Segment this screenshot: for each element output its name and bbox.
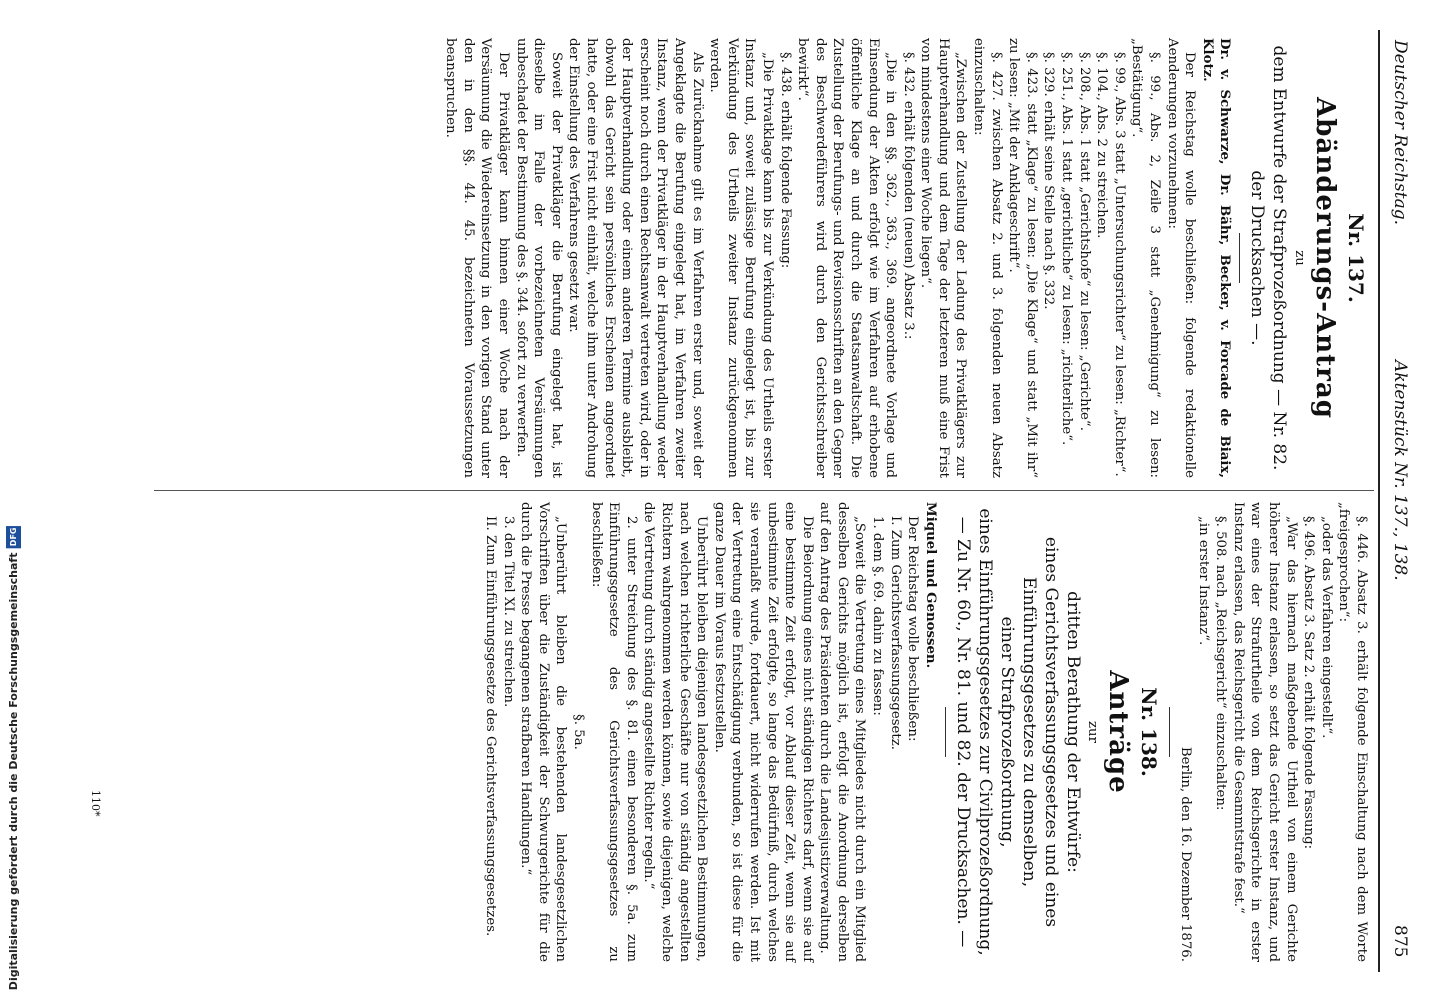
zu-label: zu bbox=[1292, 250, 1307, 266]
paragraph: Der Reichstag wolle beschließen: bbox=[905, 516, 921, 742]
subtitle-line: — Zu Nr. 60., Nr. 81. und 82. der Drucksachen. — bbox=[952, 516, 973, 948]
paragraph: §. 329. erhält seine Stelle nach §. 332. bbox=[1041, 52, 1057, 310]
header-center: Aktenstück Nr. 137., 138. bbox=[1390, 360, 1410, 581]
section-label: §. 5a. bbox=[571, 714, 586, 750]
zur-label: zur bbox=[1085, 721, 1101, 743]
paragraph: Der Reichstag wolle beschließen: folgende redaktionelle Aenderungen vorzunehmen: bbox=[1164, 38, 1198, 478]
paragraph: §. 427. zwischen Absatz 2. und 3. folgenden neuen Absatz einzuschalten: bbox=[971, 38, 1004, 478]
subtitle-line: einer Strafprozeßordnung, bbox=[996, 616, 1017, 848]
paragraph: 1. dem §. 69. dahin zu fassen: bbox=[870, 516, 886, 716]
paragraph: „in erster Instanz“. bbox=[1195, 516, 1211, 646]
paragraph: „Zwischen der Zustellung der Ladung des Privatklägers zur Hauptverhandlung und dem Tage der letzteren muß eine Frist von mindestens einer Woche liegen“. bbox=[918, 38, 969, 478]
paragraph: Die Beiordnung eines nicht ständigen Richters darf, wenn sie auf eine bestimmte Zeit erfolgt, vor Ablauf dieser Zeit, wenn sie auf unbestimmte Zeit erfolgte, so lange das Bedürfniß, durch welches sie veranlaßt wurde, fortdauert, nicht widerrufen werden. Ist mit der Vertretung eine Entschädigung verbunden, so ist diese für die ganze Dauer im Voraus festzustellen. bbox=[711, 502, 815, 962]
paragraph: „Unberührt bleiben die bestehenden landesgesetzlichen Vorschriften über die Zuständigkeit der Schwurgerichte für die durch die Presse begangenen strafbaren Handlungen.“ bbox=[518, 502, 569, 962]
paragraph: §. 446. Absatz 3. erhält folgende Einschaltung nach dem Worte „freigesprochen“: bbox=[1336, 502, 1369, 962]
authors: Dr. v. Schwarze, Dr. Bähr, Becker, v. Forcade de Biaix, Klotz. bbox=[1199, 38, 1233, 478]
paragraph: „Die Privatklage kann bis zur Verkündung des Urtheils erster Instanz und, soweit zulässige Berufung eingelegt ist, bis zur Verkündung des Urtheils zweiter Instanz zurückgenommen werden. bbox=[707, 38, 775, 478]
paragraph: Soweit der Privatkläger die Berufung eingelegt hat, ist dieselbe im Falle der vorbezeichneten Versäumungen unbeschadet der Bestimmung des §. 344. sofort zu verwerfen. bbox=[513, 38, 564, 478]
paragraph: §. 208., Abs. 1 statt „Gerichtshofe“ zu lesen: „Gerichte“. bbox=[1076, 52, 1092, 431]
paragraph: „Soweit die Vertretung eines Mitgliedes nicht durch ein Mitglied desselben Gerichts möglich ist, erfolgt die Anordnung derselben auf den Antrag des Präsidenten durch die Landesjustizverwaltung. bbox=[817, 502, 868, 962]
item-subtitle: dem Entwurfe der Strafprozeßordnung — Nr. 82. der Drucksachen —. bbox=[1247, 45, 1290, 471]
header-left: Deutscher Reichstag. bbox=[1390, 40, 1410, 225]
credit-text: Digitalisierung gefördert durch die Deutsche Forschungsgemeinschaft bbox=[7, 552, 20, 990]
header-rule bbox=[1378, 30, 1380, 972]
paragraph: I. Zum Gerichtsverfassungsgesetz. bbox=[887, 516, 903, 750]
paragraph: „War das hiernach maßgebende Urtheil von einem Gerichte höherer Instanz erlassen, so setzt das Gericht erster Instanz, und war eines der Strafurtheile von dem Reichsgerichte in erster Instanz erlassen, das Reichsgericht die Gesammtstrafe fest.“ bbox=[1230, 502, 1299, 962]
paragraph: II. Zum Einführungsgesetze des Gerichtsverfassungsgesetzes. bbox=[483, 516, 499, 937]
authors: Miquel und Genossen. bbox=[922, 502, 938, 669]
subtitle-line: eines Einführungsgesetzes zur Civilprozeßordnung, bbox=[974, 508, 995, 956]
paragraph: Als Zurücknahme gilt es im Verfahren erster und, soweit der Angeklagte die Berufung eingelegt hat, im Verfahren zweiter Instanz, wenn der Privatkläger in der Hauptverhandlung weder erscheint noch durch einen Rechtsanwalt vertreten wird, oder in der Hauptverhandlung oder einem anderen Termine ausbleibt, obwohl das Gericht sein persönliches Erscheinen angeordnet hatte, oder eine Frist nicht einhält, welche ihm unter Androhung der Einstellung des Verfahrens gesetzt war. bbox=[566, 38, 705, 478]
paragraph: §. 496. Absatz 3. Satz 2. erhält folgende Fassung: bbox=[1301, 516, 1317, 850]
paragraph: §. 438. erhält folgende Fassung: bbox=[777, 52, 793, 269]
paragraph: „Die in den §§. 362., 363., 369. angeordnete Vorlage und Einsendung der Akten erfolgt wie im Verfahren auf erhobene öffentliche Klage an und durch die Staatsanwaltschaft. Die Zustellung der Berufungs- und Revisionsschriften an den Gegner des Beschwerdeführers wird durch den Gerichtsschreiber bewirkt“. bbox=[795, 38, 899, 478]
separator bbox=[1239, 233, 1240, 283]
paragraph: Der Privatkläger kann binnen einer Woche nach der Versäumung die Wiedereinsetzung in den vorigen Stand unter den in den §§. 44. 45. bezeichneten Voraussetzungen beanspruchen. bbox=[443, 38, 512, 478]
page-number: 875 bbox=[1390, 925, 1410, 958]
paragraph: §. 423. statt „Klage“ zu lesen: „Die Klage“ und statt „Mit ihr“ zu lesen: „Mit der Anklageschrift“. bbox=[1006, 38, 1039, 478]
paragraph: §. 104., Abs. 2 zu streichen. bbox=[1094, 52, 1110, 239]
paragraph: §. 99., Abs. 3 statt „Untersuchungsrichter“ zu lesen: „Richter“. bbox=[1111, 52, 1127, 477]
item-title: Abänderungs-Antrag bbox=[1310, 97, 1340, 419]
paragraph: 2. unter Streichung des §. 81. einen besonderen §. 5a. zum Einführungsgesetze des Gerichtsverfassungsgesetzes zu beschließen: bbox=[588, 502, 639, 962]
paragraph: §. 99., Abs. 2, Zeile 3 statt „Genehmigung“ zu lesen: „Bestätigung“. bbox=[1129, 38, 1163, 478]
subtitle-line: eines Gerichtsverfassungsgesetzes und eines Einführungsgesetzes zu demselben, bbox=[1018, 536, 1061, 928]
separator bbox=[945, 707, 946, 757]
item-title: Anträge bbox=[1103, 670, 1134, 794]
dfg-logo: DFG bbox=[6, 526, 21, 549]
paragraph: §. 508. nach „Reichsgericht“ einzuschalten: bbox=[1213, 516, 1229, 811]
paragraph: Unberührt bleiben diejenigen landesgesetzlichen Bestimmungen, nach welchen richterliche Geschäfte nur von ständig angestellten Richtern wahrgenommen werden können, sowie diejenigen, welche die Vertretung durch ständig angestellte Richter regeln.“ bbox=[641, 502, 710, 962]
paragraph: §. 251., Abs. 1 statt „gerichtliche“ zu lesen: „richterliche“. bbox=[1059, 52, 1075, 446]
separator bbox=[1169, 707, 1170, 757]
date-line: Berlin, den 16. Dezember 1876. bbox=[1178, 746, 1194, 962]
paragraph: „oder das Verfahren eingestellt“. bbox=[1318, 516, 1334, 739]
item-number: Nr. 137. bbox=[1344, 213, 1368, 303]
item-number: Nr. 138. bbox=[1137, 687, 1162, 777]
footnote-number: 110* bbox=[89, 790, 102, 817]
column-divider bbox=[154, 490, 1374, 491]
column-left bbox=[442, 38, 1370, 478]
subtitle-line: dritten Berathung der Entwürfe: bbox=[1062, 591, 1083, 873]
paragraph: 3. den Titel XI. zu streichen. bbox=[500, 516, 516, 708]
digitization-credit bbox=[0, 0, 24, 1000]
paragraph: §. 432. erhält folgenden (neuen) Absatz 3.: bbox=[900, 52, 916, 340]
column-right bbox=[481, 502, 1370, 962]
